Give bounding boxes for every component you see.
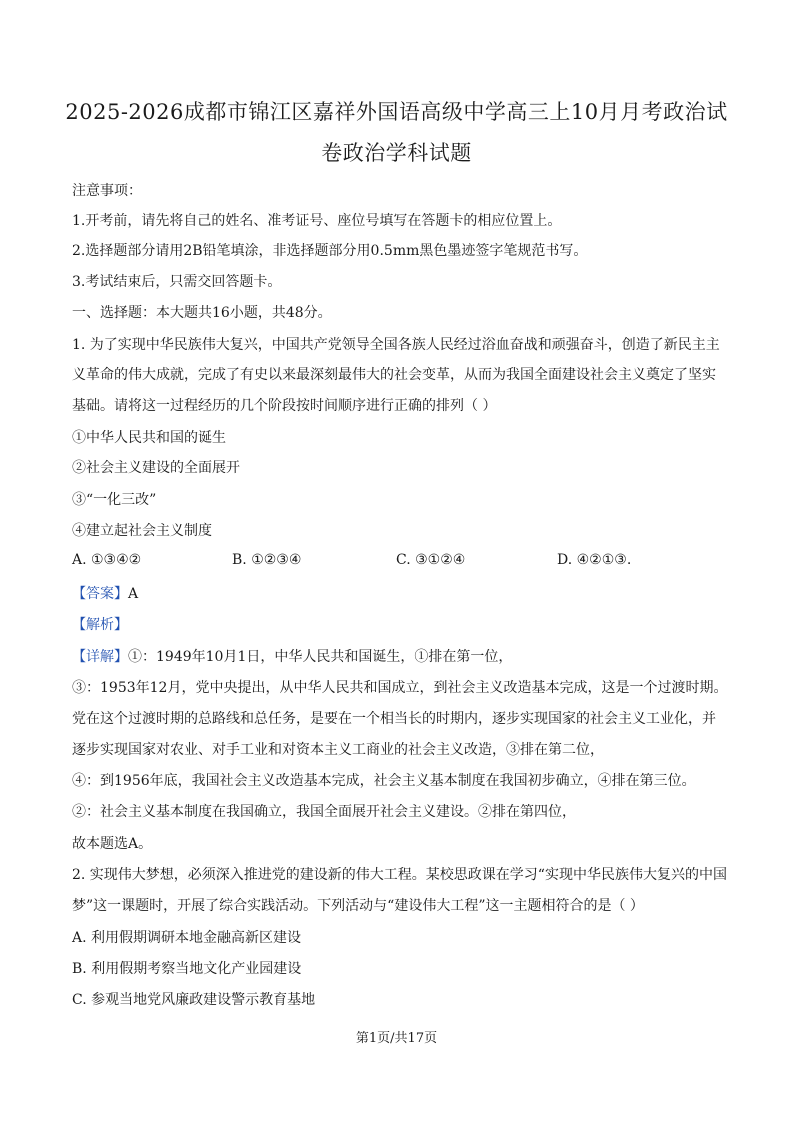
notice-heading: 注意事项：	[72, 183, 142, 199]
q1-detail-line-3: 党在这个过渡时期的总路线和总任务，是要在一个相当长的时期内，逐步实现国家的社会主义工业化，并	[72, 711, 716, 727]
q1-analysis-tag	[72, 614, 128, 634]
q2-option-a: A. 利用假期调研本地金融高新区建设	[72, 930, 302, 946]
q1-item-2: ②社会主义建设的全面展开	[72, 460, 240, 476]
q1-option-a: A. ①③④②	[72, 552, 142, 568]
q1-detail-line-5: ④：到1956年底，我国社会主义改造基本完成，社会主义基本制度在我国初步确立，④排在第三位。	[72, 773, 696, 789]
q2-option-c: C. 参观当地党风廉政建设警示教育基地	[72, 992, 316, 1008]
q1-stem-line-2: 义革命的伟大成就，完成了有史以来最深刻最伟大的社会变革，从而为我国全面建设社会主义奠定了坚实	[72, 367, 716, 383]
q1-detail-line-2: ③：1953年12月，党中央提出，从中华人民共和国成立，到社会主义改造基本完成，这是一个过渡时期。	[72, 680, 728, 696]
notice-item-3: 3.考试结束后，只需交回答题卡。	[72, 274, 282, 290]
q2-stem-line-1: 2. 实现伟大梦想，必须深入推进党的建设新的伟大工程。某校思政课在学习“实现中华民族伟大复兴的中国	[72, 867, 727, 883]
q1-option-c: C. ③①②④	[396, 552, 466, 568]
q2-option-b: B. 利用假期考察当地文化产业园建设	[72, 961, 302, 977]
q1-detail-line-1	[72, 646, 512, 666]
analysis-tag: 【解析】	[72, 617, 128, 633]
q1-stem-line-3: 基础。请将这一过程经历的几个阶段按时间顺序进行正确的排列（ ）	[72, 398, 497, 414]
q1-detail-line-6: ②：社会主义基本制度在我国确立，我国全面展开社会主义建设。②排在第四位，	[72, 804, 576, 820]
exam-title-line-1: 2025-2026成都市锦江区嘉祥外国语高级中学高三上10月月考政治试	[65, 100, 728, 124]
page-footer: 第1页/共17页	[355, 1031, 438, 1046]
exam-title-line-2: 卷政治学科试题	[321, 141, 472, 165]
q1-item-4: ④建立起社会主义制度	[72, 523, 212, 539]
q1-detail-line-4: 逐步实现国家对农业、对手工业和对资本主义工商业的社会主义改造，③排在第二位，	[72, 742, 604, 758]
q1-item-1: ①中华人民共和国的诞生	[72, 430, 226, 446]
notice-item-1: 1.开考前，请先将自己的姓名、准考证号、座位号填写在答题卡的相应位置上。	[72, 213, 562, 229]
q2-stem-line-2: 梦”这一课题时，开展了综合实践活动。下列活动与“建设伟大工程”这一主题相符合的是（ ）	[72, 898, 644, 914]
q1-item-3: ③“一化三改”	[72, 492, 157, 508]
q1-answer	[72, 583, 138, 603]
detail-tag: 【详解】	[72, 649, 128, 665]
answer-tag: 【答案】	[72, 586, 128, 602]
notice-item-2: 2.选择题部分请用2B铅笔填涂，非选择题部分用0.5mm黑色墨迹签字笔规范书写。	[72, 243, 588, 259]
q1-stem-line-1: 1. 为了实现中华民族伟大复兴，中国共产党领导全国各族人民经过浴血奋战和顽强奋斗，创造了新民主主	[72, 337, 720, 353]
section-heading: 一、选择题：本大题共16小题，共48分。	[72, 305, 332, 321]
answer-value: A	[128, 586, 139, 602]
detail-text: ①：1949年10月1日，中华人民共和国诞生，①排在第一位，	[128, 649, 513, 665]
q1-option-d: D. ④②①③.	[557, 552, 632, 568]
q1-option-b: B. ①②③④	[232, 552, 302, 568]
q1-detail-line-7: 故本题选A。	[72, 836, 153, 852]
